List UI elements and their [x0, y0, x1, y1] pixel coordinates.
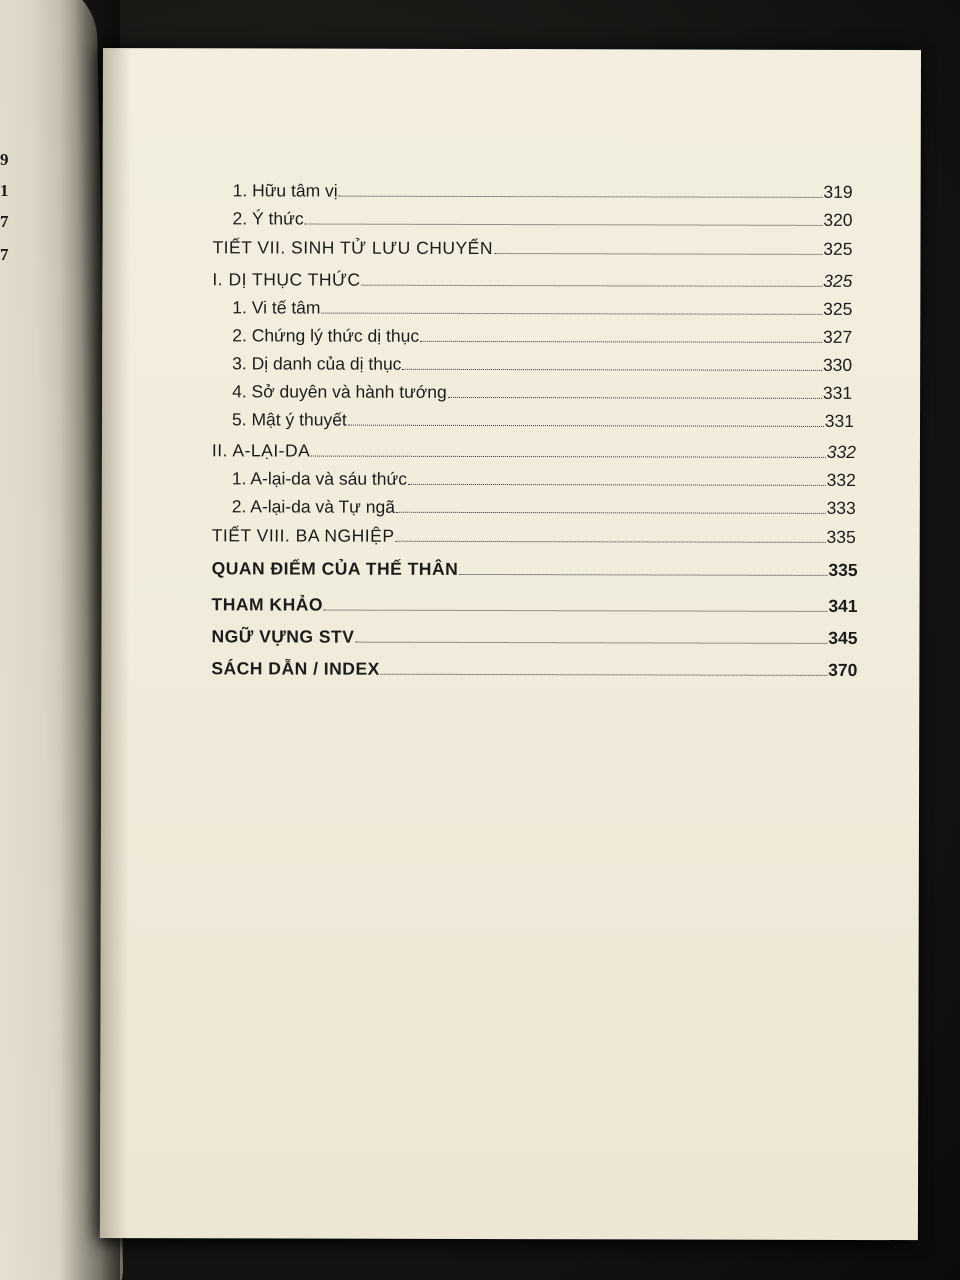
- toc-entry-title: NGỮ VỰNG STV: [211, 626, 355, 647]
- toc-entry: [232, 381, 852, 404]
- toc-entry-page: 325: [823, 270, 853, 291]
- toc-entry-title: 1. Hữu tâm vị: [232, 180, 338, 201]
- toc-entry: [233, 180, 853, 203]
- toc-dot-leader: [381, 673, 827, 676]
- toc-entry-page: 370: [828, 659, 858, 680]
- table-of-contents: [211, 180, 858, 680]
- toc-dot-leader: [396, 511, 826, 514]
- toc-entry: [232, 325, 852, 348]
- toc-dot-leader: [459, 573, 827, 576]
- toc-dot-leader: [322, 312, 823, 315]
- toc-entry-page: 335: [826, 526, 856, 547]
- toc-dot-leader: [348, 424, 824, 427]
- toc-dot-leader: [311, 455, 825, 458]
- toc-dot-leader: [355, 641, 827, 644]
- toc-entry-title: 5. Mật ý thuyết: [232, 409, 347, 430]
- toc-entry: [212, 237, 852, 260]
- toc-entry-page: 341: [828, 595, 858, 616]
- toc-entry-title: 2. Chứng lý thức dị thục: [232, 325, 420, 346]
- toc-entry-page: 330: [822, 354, 853, 375]
- right-book-page: [100, 48, 921, 1240]
- toc-entry-page: 319: [823, 181, 853, 202]
- toc-entry-title: THAM KHẢO: [211, 594, 324, 615]
- toc-entry: [232, 297, 852, 320]
- toc-entry-title: QUAN ĐIỂM CỦA THẾ THÂN: [211, 558, 459, 579]
- toc-entry: [232, 496, 856, 519]
- toc-entry-title: II. A-LẠI-DA: [211, 440, 311, 461]
- toc-dot-leader: [395, 540, 825, 543]
- toc-dot-leader: [494, 252, 822, 255]
- toc-dot-leader: [362, 284, 823, 287]
- toc-entry-page: 345: [828, 627, 858, 648]
- toc-entry: [211, 658, 857, 681]
- toc-dot-leader: [408, 483, 826, 486]
- toc-entry-page: 332: [826, 469, 856, 490]
- toc-entry-title: 4. Sở duyên và hành tướng: [232, 381, 447, 402]
- toc-entry: [232, 409, 854, 432]
- toc-entry-page: 320: [823, 209, 853, 230]
- left-page-number-fragment: 9: [0, 150, 9, 169]
- toc-dot-leader: [402, 368, 822, 371]
- toc-entry: [211, 626, 857, 649]
- toc-entry-title: SÁCH DẪN / INDEX: [211, 658, 380, 679]
- left-page-number-fragment: 7: [0, 245, 9, 264]
- toc-entry-title: TIẾT VII. SINH TỬ LƯU CHUYỂN: [212, 237, 494, 259]
- toc-entry: [212, 594, 858, 617]
- toc-dot-leader: [420, 340, 822, 343]
- toc-entry-page: 331: [822, 382, 853, 403]
- toc-entry-page: 325: [823, 238, 853, 259]
- toc-entry-title: 2. A-lại-da và Tự ngã: [231, 496, 395, 517]
- toc-entry: [233, 208, 853, 231]
- toc-entry: [232, 353, 852, 376]
- toc-entry: [212, 440, 856, 463]
- toc-entry-page: 335: [828, 559, 858, 580]
- toc-dot-leader: [448, 396, 822, 399]
- toc-entry-page: 331: [824, 410, 855, 431]
- toc-entry-page: 332: [826, 441, 856, 462]
- toc-entry: [212, 269, 852, 292]
- toc-entry: [232, 468, 856, 491]
- left-page-number-fragment: 1: [0, 181, 9, 200]
- toc-entry-title: 3. Dị danh của dị thục: [232, 353, 402, 374]
- left-page-number-fragment: 7: [0, 212, 9, 231]
- toc-dot-leader: [339, 195, 823, 198]
- toc-entry-title: 1. Vi tế tâm: [232, 297, 321, 318]
- toc-entry-title: I. DỊ THỤC THỨC: [212, 269, 361, 290]
- toc-entry: [212, 558, 858, 581]
- toc-entry-title: TIẾT VIII. BA NGHIỆP: [211, 525, 395, 546]
- toc-entry-page: 333: [826, 497, 856, 518]
- toc-entry-title: 1. A-lại-da và sáu thức: [231, 468, 408, 489]
- toc-entry: [212, 525, 856, 548]
- toc-entry-page: 325: [823, 298, 853, 319]
- toc-entry-page: 327: [823, 326, 853, 347]
- toc-dot-leader: [324, 609, 827, 612]
- page-gutter-shadow: [100, 48, 131, 1238]
- toc-dot-leader: [305, 223, 823, 226]
- toc-entry-title: 2. Ý thức: [232, 208, 304, 229]
